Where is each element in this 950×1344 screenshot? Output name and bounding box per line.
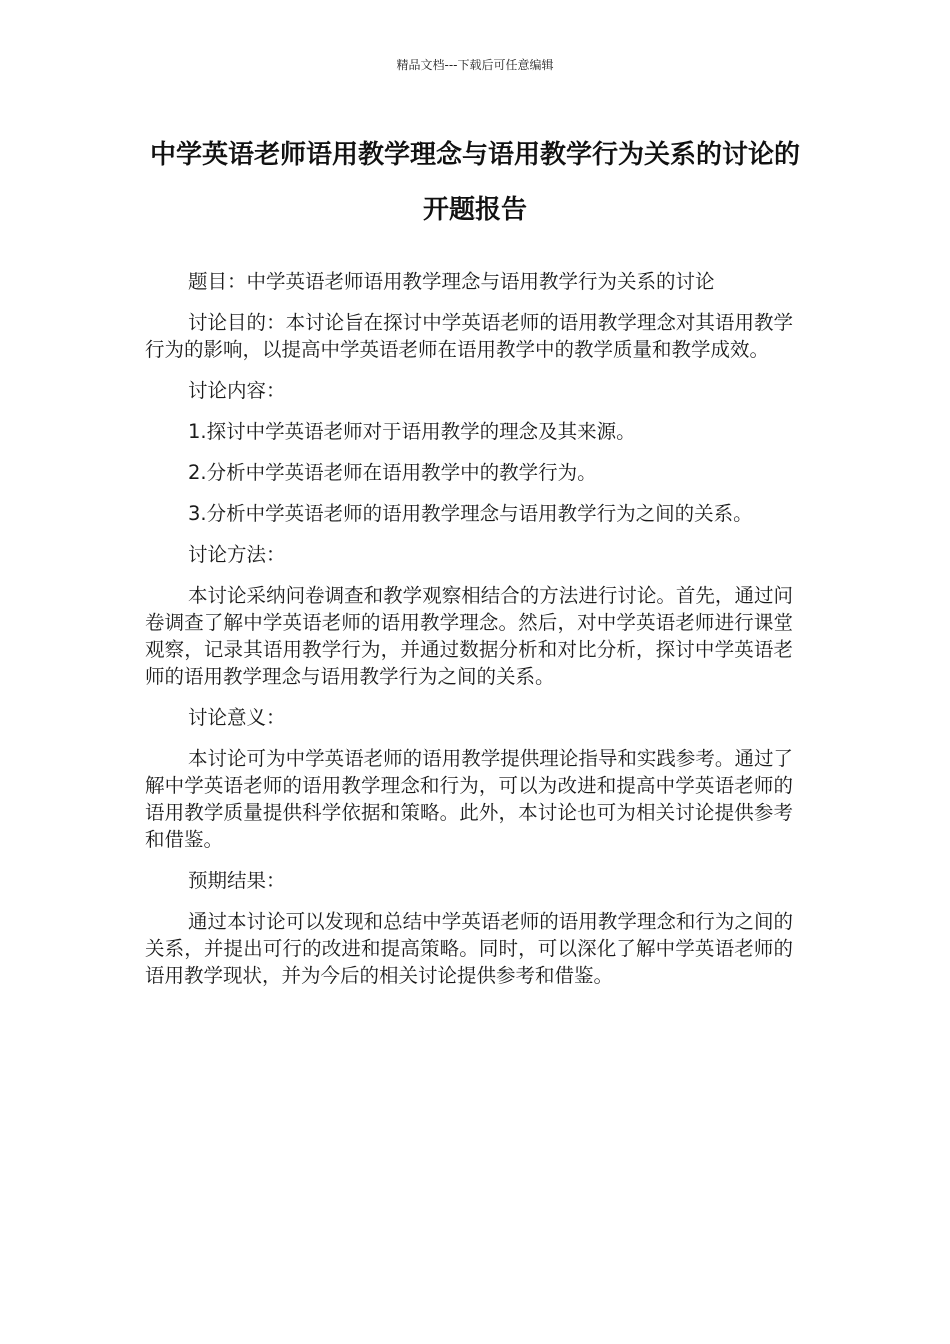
paragraph-method: 本讨论采纳问卷调查和教学观察相结合的方法进行讨论。首先，通过问卷调查了解中学英语老师的语用教学理念。然后，对中学英语老师进行课堂观察，记录其语用教学行为，并通过数据分析和对比分析，探讨中学英语老师的语用教学理念与语用教学行为之间的关系。 — [145, 584, 793, 688]
paragraph-significance: 本讨论可为中学英语老师的语用教学提供理论指导和实践参考。通过了解中学英语老师的语用教学理念和行为，可以为改进和提高中学英语老师的语用教学质量提供科学依据和策略。此外，本讨论也可为相关讨论提供参考和借鉴。 — [145, 747, 793, 851]
list-item-content-2: 2.分析中学英语老师在语用教学中的教学行为。 — [188, 461, 597, 484]
section-heading-significance: 讨论意义： — [188, 706, 286, 729]
paragraph-topic: 题目：中学英语老师语用教学理念与语用教学行为关系的讨论 — [188, 270, 715, 293]
section-heading-method: 讨论方法： — [188, 543, 286, 566]
section-heading-content: 讨论内容： — [188, 379, 286, 402]
paragraph-purpose: 讨论目的：本讨论旨在探讨中学英语老师的语用教学理念对其语用教学行为的影响，以提高中学英语老师在语用教学中的教学质量和教学成效。 — [145, 311, 793, 361]
document-title: 中学英语老师语用教学理念与语用教学行为关系的讨论的开题报告 — [149, 140, 800, 225]
list-item-content-1: 1.探讨中学英语老师对于语用教学的理念及其来源。 — [188, 420, 636, 443]
paragraph-expected-results: 通过本讨论可以发现和总结中学英语老师的语用教学理念和行为之间的关系，并提出可行的改进和提高策略。同时，可以深化了解中学英语老师的语用教学现状，并为今后的相关讨论提供参考和借鉴。 — [145, 910, 793, 987]
document-body — [145, 268, 793, 1003]
list-item-content-3: 3.分析中学英语老师的语用教学理念与语用教学行为之间的关系。 — [188, 502, 753, 525]
header-note: 精品文档---下载后可任意编辑 — [396, 58, 554, 72]
section-heading-expected-results: 预期结果： — [188, 869, 286, 892]
